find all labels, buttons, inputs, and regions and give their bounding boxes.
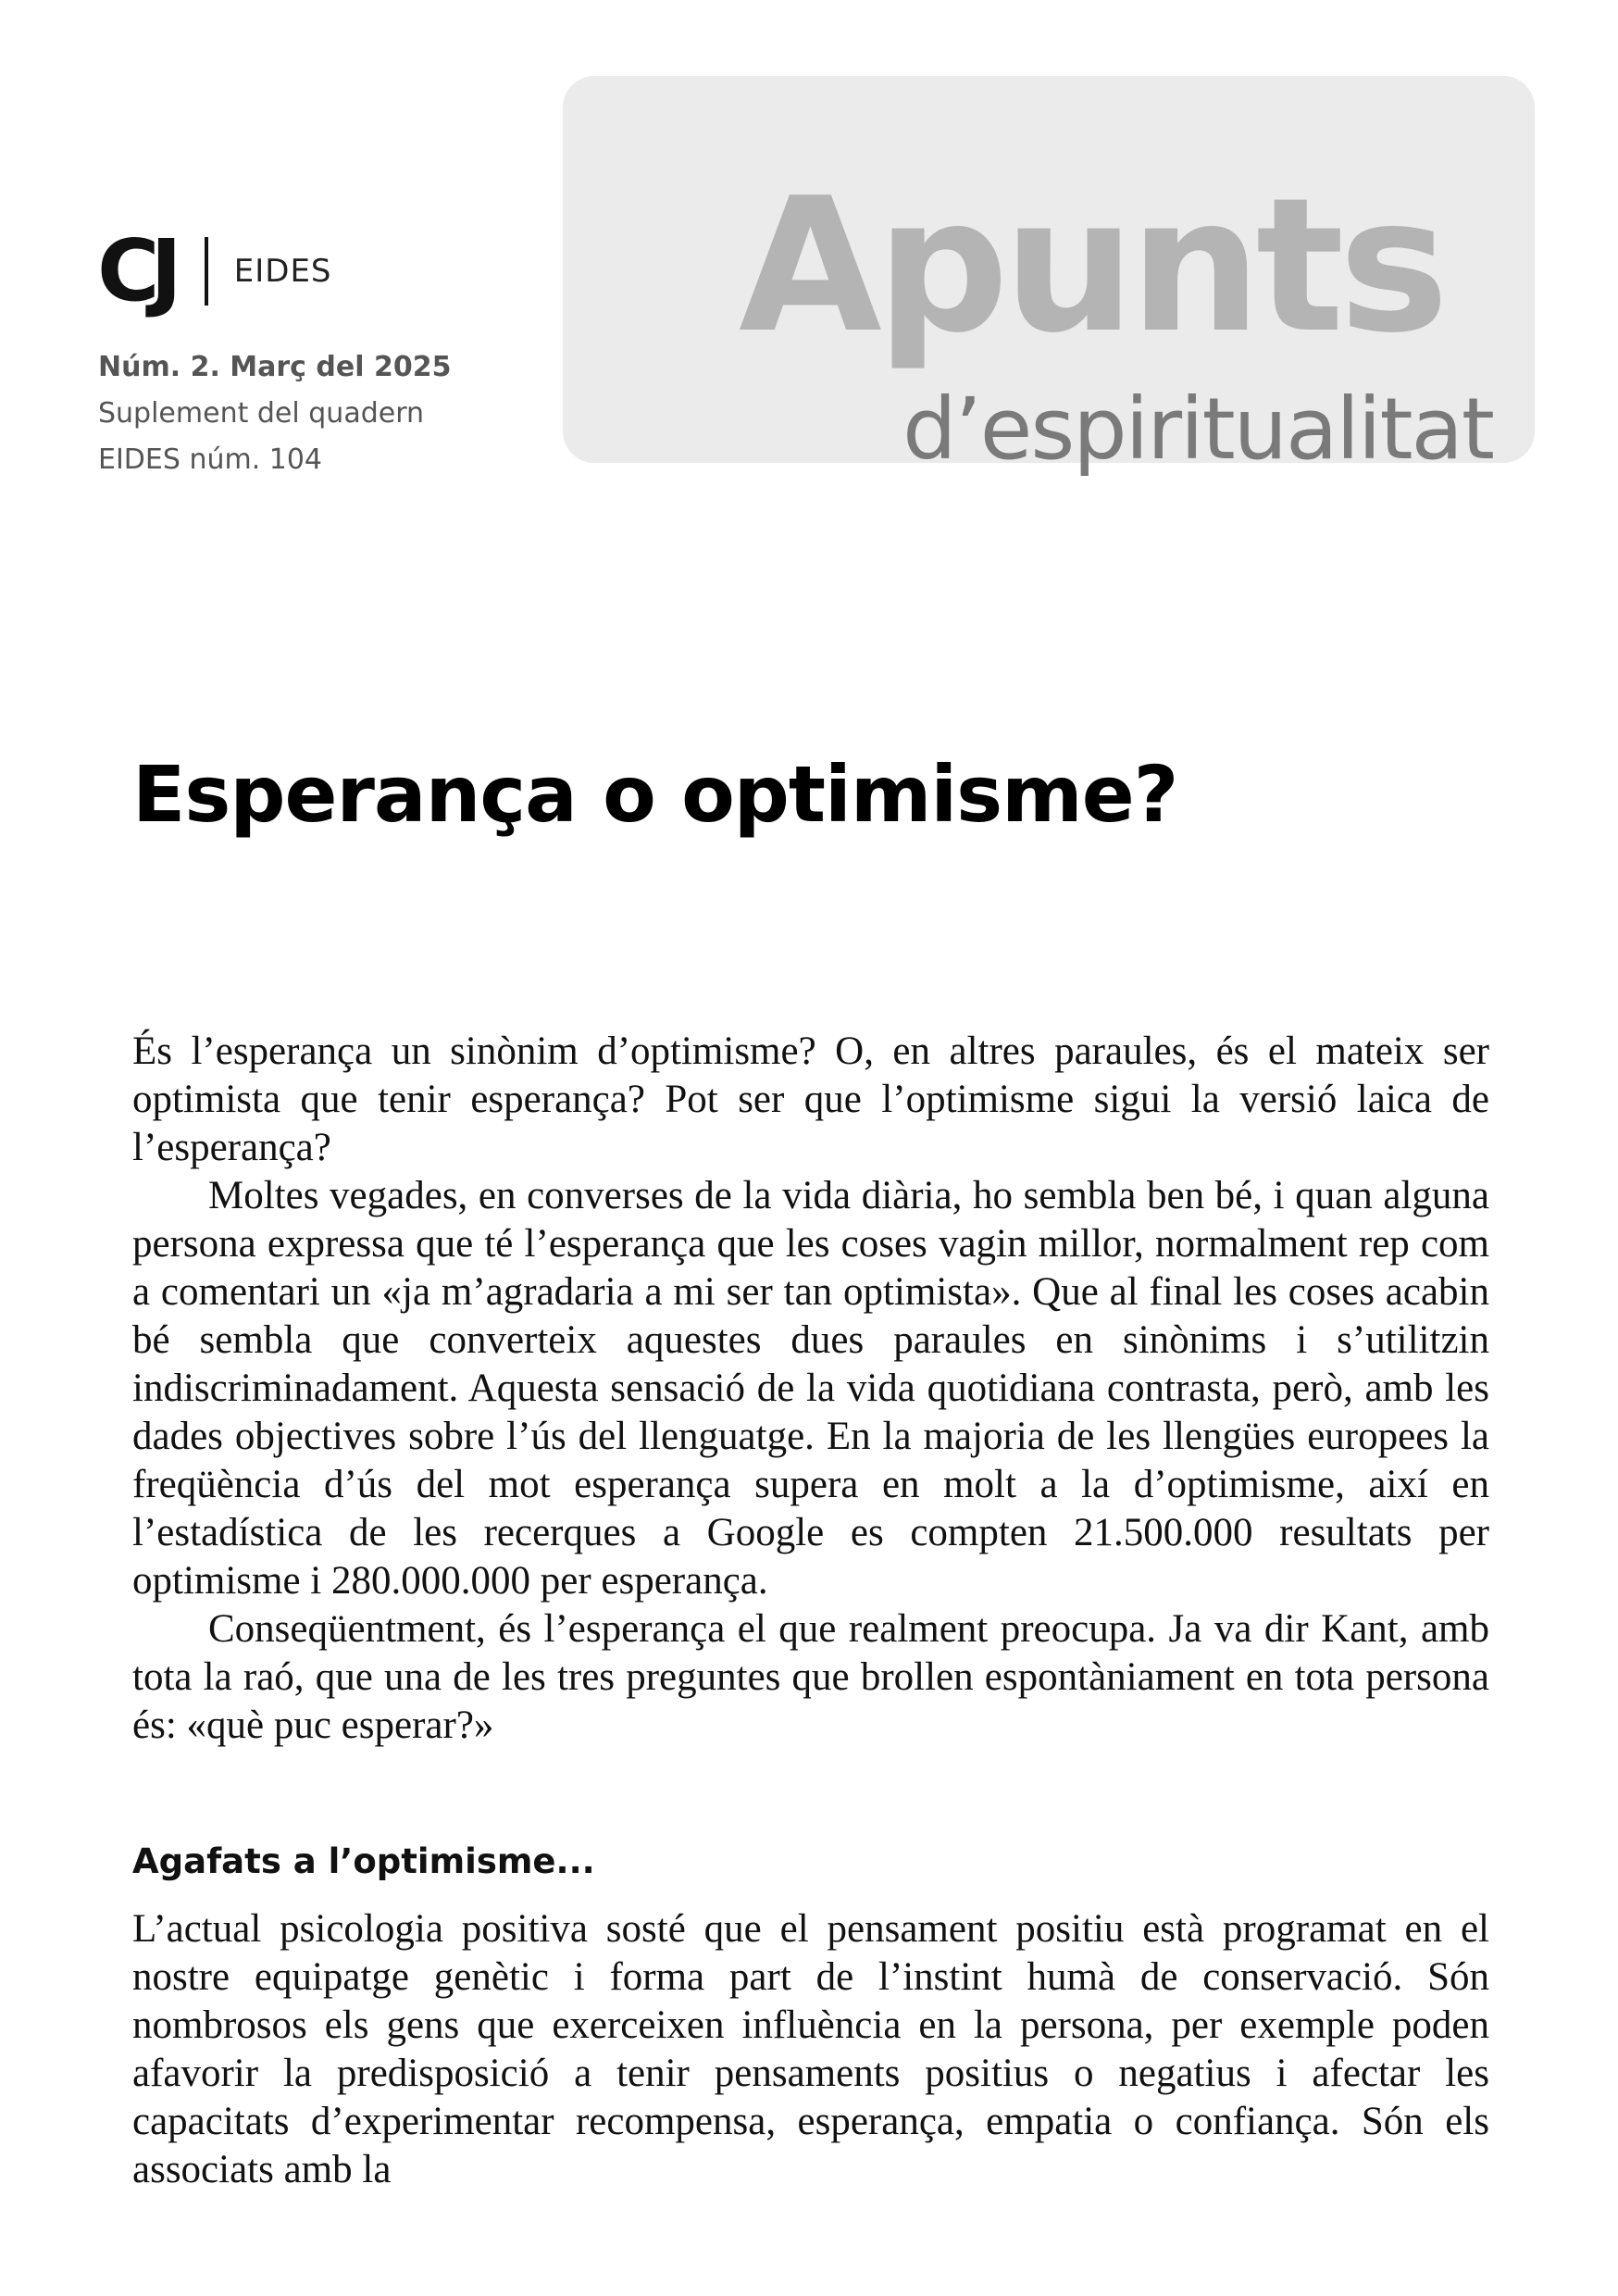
issue-line bbox=[98, 344, 451, 391]
issue-info bbox=[98, 344, 451, 483]
paragraph-3: Conseqüentment, és l’esperança el que realment preocupa. Ja va dir Kant, amb tota la raó, que una de les tres preguntes que brollen espontàniament en tota persona és: «què puc esperar?» bbox=[132, 1607, 1489, 1747]
article-title: Esperança o optimisme? bbox=[132, 749, 1178, 841]
logo-mark: CJ bbox=[97, 221, 173, 320]
paragraph-1: És l’esperança un sinònim d’optimisme? O, en altres paraules, és el mateix ser optimista que tenir esperança? Pot ser que l’optimisme sigui la versió laica de l’esperança? bbox=[132, 1029, 1489, 1169]
logo-divider bbox=[205, 237, 208, 306]
article-section bbox=[132, 1905, 1489, 2194]
publication-subtitle: d’espiritualitat bbox=[902, 380, 1493, 479]
supplement-line-1: Suplement del quadern bbox=[98, 397, 425, 430]
section-paragraph: L’actual psicologia positiva sosté que el pensament positiu està programat en el nostre equipatge genètic i forma part de l’instint humà de conservació. Són nombrosos els gens que exerceixen influència en la persona, per exemple poden afavorir la predisposició a tenir pensaments positius o negatius i afectar les capacitats d’experimentar recompensa, esperança, empatia o confiança. Són els associats amb la bbox=[132, 1907, 1489, 2191]
issue-date: . Març del 2025 bbox=[209, 351, 452, 383]
section-heading: Agafats a l’optimisme... bbox=[132, 1841, 595, 1881]
logo bbox=[97, 221, 332, 320]
logo-label: EIDES bbox=[233, 253, 332, 290]
publication-title: Apunts bbox=[739, 158, 1444, 374]
issue-number: Núm. 2 bbox=[98, 351, 210, 383]
supplement-line-2: EIDES núm. 104 bbox=[98, 443, 323, 476]
paragraph-2: Moltes vegades, en converses de la vida diària, ho sembla ben bé, i quan alguna persona expressa que té l’esperança que les coses vagin millor, normalment rep com a comentari un «ja m’agradaria a mi ser tan optimista». Que al final les coses acabin bé sembla que converteix aquestes dues paraules en sinònims i s’utilitzin indiscriminadament. Aquesta sensació de la vida quotidiana contrasta, però, amb les dades objectives sobre l’ús del llenguatge. En la majoria de les llengües europees la freqüència d’ús del mot esperança supera en molt a la d’optimisme, així en l’estadística de les recerques a Google es compten 21.500.000 resultats per optimisme i 280.000.000 per esperança. bbox=[132, 1174, 1489, 1603]
article-intro bbox=[132, 1028, 1489, 1750]
